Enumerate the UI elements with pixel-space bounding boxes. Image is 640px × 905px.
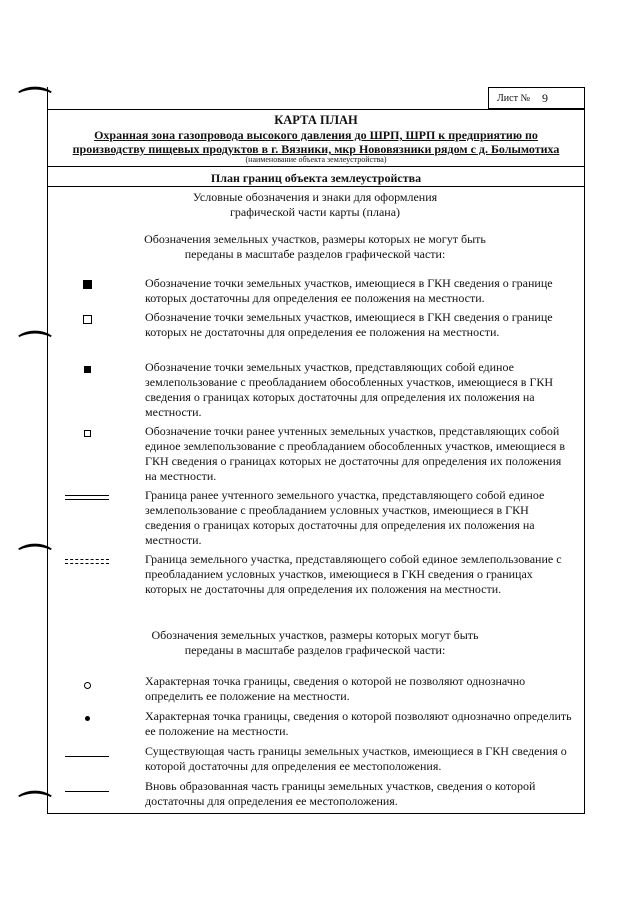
legend-heading — [80, 190, 550, 220]
sheet-label: Лист № — [497, 92, 530, 104]
legend-heading-line: Условные обозначения и знаки для оформления — [192, 190, 438, 204]
binder-mark: ⌒ — [18, 544, 52, 577]
object-name-line: Охранная зона газопровода высокого давления до ШРП, ШРП к предприятию по — [94, 128, 538, 142]
legend-item-text: Граница земельного участка, представляющего собой единое землепользование с преобладанием условных участков, имеющиеся в ГКН сведения о границах которых не достаточны для определения их положения на местности. — [145, 552, 562, 596]
section-title: План границ объекта землеустройства — [210, 171, 422, 185]
group-heading — [80, 232, 550, 262]
binder-mark: ⌒ — [18, 331, 52, 364]
dashed-double-line-icon — [65, 559, 109, 564]
group-heading-line: Обозначения земельных участков, размеры которых не могут быть — [144, 232, 486, 246]
open-circle-icon — [84, 682, 91, 689]
object-note: (наименование объекта землеустройства) — [245, 155, 387, 164]
legend-item-text: Вновь образованная часть границы земельных участков, сведения о которой достаточны для определения ее местоположения. — [145, 779, 536, 808]
legend-item-text: Обозначение точки земельных участков, имеющиеся в ГКН сведения о границе которых достаточны для определения ее положения на местности. — [145, 276, 553, 305]
legend-item-text: Обозначение точки земельных участков, имеющиеся в ГКН сведения о границе которых не достаточны для определения ее положения на местности. — [145, 310, 553, 339]
legend-heading-line: графической части карты (плана) — [229, 205, 401, 219]
divider — [47, 109, 585, 110]
sheet-number: 9 — [541, 90, 548, 105]
binder-mark: ⌒ — [18, 87, 52, 120]
group-heading-line: переданы в масштабе разделов графической части: — [184, 643, 446, 657]
binder-mark: ⌒ — [18, 791, 52, 824]
filled-square-icon — [83, 280, 92, 289]
legend-item-text: Обозначение точки ранее учтенных земельных участков, представляющих собой единое землепользование с преобладанием обособленных участков, имеющиеся в ГКН сведения о границах которых не достаточны для определения их положения на местности. — [145, 424, 566, 483]
filled-circle-icon — [85, 716, 90, 721]
group-heading — [80, 628, 550, 658]
group-heading-line: переданы в масштабе разделов графической части: — [184, 247, 446, 261]
page-title: КАРТА ПЛАН — [274, 113, 358, 127]
object-name — [55, 128, 577, 156]
legend-item-text: Характерная точка границы, сведения о которой не позволяют однозначно определить ее положение на местности. — [145, 674, 526, 703]
group-heading-line: Обозначения земельных участков, размеры которых могут быть — [151, 628, 479, 642]
legend-item-text: Характерная точка границы, сведения о которой позволяют однозначно определить ее положение на местности. — [145, 709, 572, 738]
solid-line-icon — [65, 791, 109, 792]
double-line-icon — [65, 495, 109, 500]
object-name-line: производству пищевых продуктов в г. Вязники, мкр Нововязники рядом с д. Болымотиха — [72, 142, 560, 156]
legend-item-text: Обозначение точки земельных участков, представляющих собой единое землепользование с преобладанием обособленных участков, имеющиеся в ГКН сведения о границах которых достаточны для определения их положения на местности. — [145, 360, 554, 419]
small-filled-square-icon — [84, 366, 91, 373]
solid-line-icon — [65, 756, 109, 757]
small-open-square-icon — [84, 430, 91, 437]
divider — [47, 166, 585, 167]
open-square-icon — [83, 315, 92, 324]
divider — [47, 186, 585, 187]
legend-item-text: Существующая часть границы земельных участков, имеющиеся в ГКН сведения о которой достаточны для определения ее местоположения. — [145, 744, 567, 773]
sheet-number-box — [488, 87, 585, 109]
legend-item-text: Граница ранее учтенного земельного участка, представляющего собой единое землепользование с преобладанием условных участков, имеющиеся в ГКН сведения о границах которых достаточны для определения их положения на местности. — [145, 488, 545, 547]
